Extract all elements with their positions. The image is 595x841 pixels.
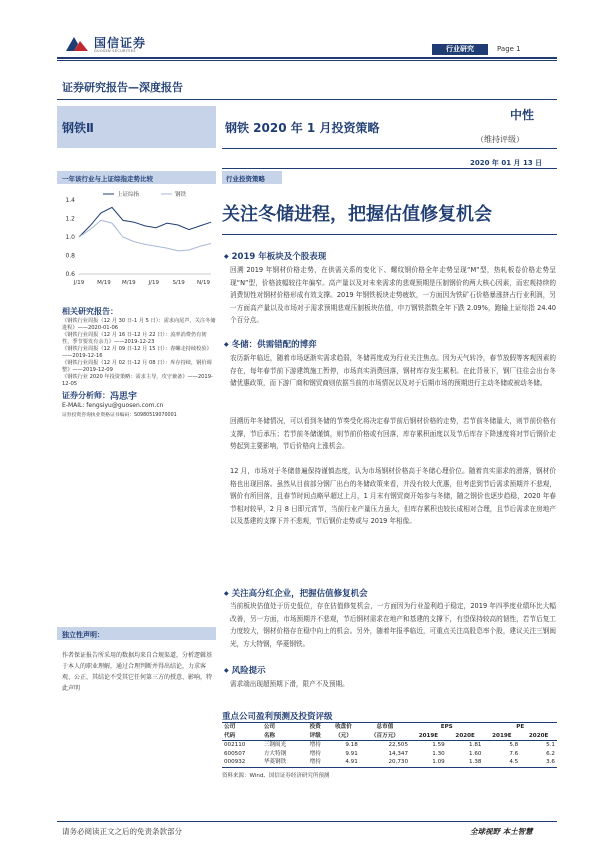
- disclaimer-title: 独立性声明：: [62, 631, 104, 639]
- footer-disclaimer: 请务必阅读正文之后的免责条款部分: [62, 827, 182, 836]
- footer-slogan: 全球视野 本土智慧: [470, 827, 533, 836]
- y-tick-label: 1.2: [65, 215, 75, 223]
- section-heading: ◆ 风险提示: [224, 664, 266, 676]
- performance-chart: [57, 186, 216, 296]
- table-cell: 9.18: [327, 741, 360, 750]
- legend-label: 钢铁: [175, 192, 187, 198]
- table-header: 评级: [309, 732, 321, 739]
- doc-type-badge: 行业研究: [432, 44, 488, 55]
- chart-title: 一年该行业与上证综指走势比较: [62, 175, 153, 183]
- report-title: 钢铁 2020 年 1 月投资策略: [225, 121, 380, 135]
- table-cell: 1.60: [469, 750, 482, 757]
- date-rule: [222, 168, 557, 169]
- paragraph: 农历新年临近，随着市场逐渐实需求趋弱，冬储再度成为行业关注焦点。因为天气转冷，春节放假等客观因素的存在，每年春节前下游建筑施工暂停，市场真实消费回落，钢材库存发生累积。在此背景下，钢厂往往会出台冬储优惠政策，而下游厂商和钢贸商则依据当前的市场情况以及对于后期市场的预期进行主动冬储或被动冬储。: [230, 354, 556, 388]
- rating-sub: （维持评级）: [476, 135, 524, 144]
- section-heading: ◆ 冬储：供需错配的博弈: [224, 338, 317, 350]
- logo-text: 国信证券: [94, 36, 147, 50]
- industry-name: 钢铁Ⅱ: [62, 121, 94, 135]
- table-cell: 600507: [224, 750, 246, 757]
- table-cell: 5.1: [520, 741, 557, 750]
- table-cell: 增持: [303, 741, 327, 750]
- table-cell: 22,505: [360, 741, 410, 750]
- table-source: 资料来源：Wind、国信证券经济研究所预测: [222, 773, 330, 779]
- header-rule: [57, 57, 557, 59]
- table-cell: 4.5: [483, 758, 520, 767]
- table-cell: 华菱钢铁: [262, 758, 303, 767]
- table-cell: 14,347: [388, 750, 409, 757]
- analyst-cert: 证券投资咨询执业资格证书编码：S0980519070001: [62, 413, 177, 418]
- table-cell: 000932: [222, 758, 262, 767]
- table-cell: 3.6: [520, 758, 557, 767]
- table-cell: 9.91: [345, 750, 358, 757]
- table-header: 收盘价: [335, 724, 352, 730]
- x-tick-label: S/19: [172, 280, 185, 286]
- table-cell: 002110: [222, 741, 262, 750]
- table-header: 公司: [224, 724, 236, 730]
- related-item: 《钢铁行业周报（12 月 09 日-12 月 15 日）：春螺走持续校验》——2019-12-16: [62, 346, 212, 359]
- table-header: （百万元）: [370, 732, 399, 739]
- table-cell: 5.8: [483, 741, 520, 750]
- related-item: 《钢铁行业周报（12 月 02 日-12 月 08 日）：库存持续，钢价调整》——2019-12-09: [62, 360, 212, 373]
- x-tick-label: M/19: [97, 280, 111, 286]
- x-tick-label: N/19: [197, 280, 211, 286]
- y-tick-label: 1.4: [65, 197, 75, 204]
- table-cell: 增持: [303, 758, 327, 767]
- table-header: 总市值: [376, 724, 394, 730]
- table-cell: 1.30: [432, 750, 445, 757]
- x-tick-label: J/19: [148, 280, 159, 286]
- related-item: 《钢铁行业周报（12 月 30 日-1 月 5 日）：需求向尾声，关注冬储进程》——2020-01-06: [62, 318, 216, 331]
- paragraph: 当前板块估值处于历史低位，存在估值修复机会，一方面因为行业盈利趋于稳定，2019 年四季度业绩环比大幅改善，另一方面，市场预期并不悲观，节后钢材需求在地产和基建的支撑下，有望保持较高的韧性，若节后复工力度较大，钢材价格存在稳中向上的机会。另外，随着年报季临近，可重点关注高股息率个股，建议关注三钢闽光，方大特钢，华菱钢铁。: [230, 602, 556, 648]
- y-tick-label: 1.0: [65, 234, 75, 241]
- related-item: 《钢铁行业周报（12 月 16 日-12 月 22 日）：流率消费仍有韧性，季节要发有余力》——2019-12-23: [62, 332, 207, 345]
- related-item: 《钢铁行业 2020 年投资策略：需求主导，攻守兼备》——2019-12-05: [62, 374, 213, 387]
- table-cell: 1.09: [410, 758, 447, 767]
- analyst-name: 冯思宇: [110, 392, 138, 402]
- table-cell: 7.6: [509, 750, 519, 757]
- table-cell: 三钢闽光: [262, 741, 303, 750]
- headline: 关注冬储进程，把握估值修复机会: [222, 204, 492, 225]
- table-header: 代码: [224, 732, 236, 739]
- logo-icon: [64, 33, 90, 53]
- table-cell: 1.81: [447, 741, 484, 750]
- table-header: （元）: [335, 732, 352, 739]
- page-number: Page 1: [497, 45, 521, 53]
- paragraph: 12 月，市场对于冬储普遍保持谨慎态度，认为市场钢材价格高于冬储心理价位。随着真实需求的滑落，钢材价格也出现回落。虽然从目前部分钢厂出台的冬储政策来看，并没有较大优惠，但考虑到节后需求预期并不悲观，钢价有所回落，且春节时间点略早超过上月，1 月末有钢贸商开始参与冬储，随之钢价也逐步趋稳，2020 年春节相对较早，2 月 8 日即元宵节，当前行业产量压力虽大，但库存累积也较长成相对合理，且节后需求在房地产以及基建的支撑下并不悲观，节后钢价走势或与 2019 年相像。: [230, 467, 556, 526]
- forecast-table: [222, 722, 557, 768]
- table-header: 2019E: [492, 732, 512, 739]
- analyst-label: 证券分析师：: [62, 391, 110, 400]
- rating: 中性: [510, 108, 535, 122]
- section-heading: ◆ 关注高分红企业，把握估值修复机会: [224, 587, 368, 599]
- table-cell: 4.91: [327, 758, 360, 767]
- table-header: 2020E: [455, 732, 475, 739]
- table-cell: 方大特钢: [263, 750, 287, 757]
- table-header-row: [222, 732, 557, 741]
- report-date: 2020 年 01 月 13 日: [470, 159, 543, 167]
- headline-rule: [222, 234, 557, 235]
- table-header: 名称: [263, 732, 276, 739]
- table-row: [222, 758, 557, 767]
- table-cell: 1.59: [410, 741, 447, 750]
- table-header: 公司: [263, 724, 276, 730]
- header-rule-lower: [57, 99, 557, 100]
- paragraph: 需求端出现超预期下滑，限产不及预期。: [230, 680, 349, 688]
- section-heading: ◆ 2019 年板块及个股表现: [224, 250, 326, 262]
- x-tick-label: M/19: [122, 280, 136, 286]
- report-type: 证券研究报告—深度报告: [62, 81, 183, 94]
- table-header: EPS: [440, 724, 453, 730]
- table-header: 投资: [309, 724, 321, 730]
- table-row: [222, 741, 557, 750]
- title-rule: [222, 148, 557, 149]
- paragraph: 回溯 2019 年钢材价格走势，在供需关系的变化下、螺纹钢价格全年走势呈现“M”型，热轧板卷价格走势呈现“N”型，价格波幅较往年偏窄。高产量以及对未来需求的悲观预期是压制钢价的两大核心因素，而宏观持续的消费韧性对钢材价格形成有效支撑。2019 年钢铁板块走势疲软，一方面因为铁矿石价格暴涨挤占行业利润，另一方面高产量以及市场对于需求预期悲观压制板块估值，申万钢铁指数全年下跌 2.09%，跑输上证综指 24.40 个百分点。: [230, 266, 556, 325]
- table-header: 2019E: [418, 732, 439, 739]
- logo-subtext: GUOSEN SECURITIES: [94, 49, 136, 53]
- disclaimer-text: 作者保证报告所采用的数据均来自合规渠道，分析逻辑基于本人的职业理解，通过合理判断并得出结论，力求客观、公正，其结论不受其它任何第三方的授意、影响，特此声明: [62, 652, 213, 692]
- y-tick-label: 0.8: [65, 252, 75, 260]
- legend-label: 上证综指: [117, 192, 140, 198]
- table-header: 2020E: [528, 732, 549, 739]
- related-title: 相关研究报告：: [62, 307, 118, 316]
- tag-text: 行业投资策略: [226, 175, 265, 183]
- analyst-email: E-MAIL: fengsiyu@guosen.com.cn: [62, 402, 164, 409]
- table-cell: 6.2: [546, 750, 555, 757]
- x-tick-label: J/19: [73, 280, 85, 286]
- table-header-row: [222, 723, 557, 732]
- header-rule-thin: [57, 60, 557, 61]
- table-cell: 增持: [309, 750, 321, 757]
- table-cell: 20,730: [360, 758, 410, 767]
- series-line-1: [79, 220, 211, 251]
- y-tick-label: 0.6: [65, 271, 75, 278]
- table-title: 重点公司盈利预测及投资评级: [222, 712, 333, 722]
- table-row: [222, 750, 557, 759]
- table-cell: 1.38: [447, 758, 484, 767]
- footer-rule: [57, 821, 557, 822]
- table-header: PE: [516, 724, 525, 730]
- paragraph: 回溯历年冬储情况，可以看到冬储的节奏受化将决定春节前后钢材价格的走势，若节前冬储量大，则节前价格有支撑，节后承压；若节前冬储谨慎，则节前价格或有回落，库存累积面度以及节后库存下降速度将对节后钢价走势起到主要影响，节后价格向上涨机会。: [230, 417, 556, 451]
